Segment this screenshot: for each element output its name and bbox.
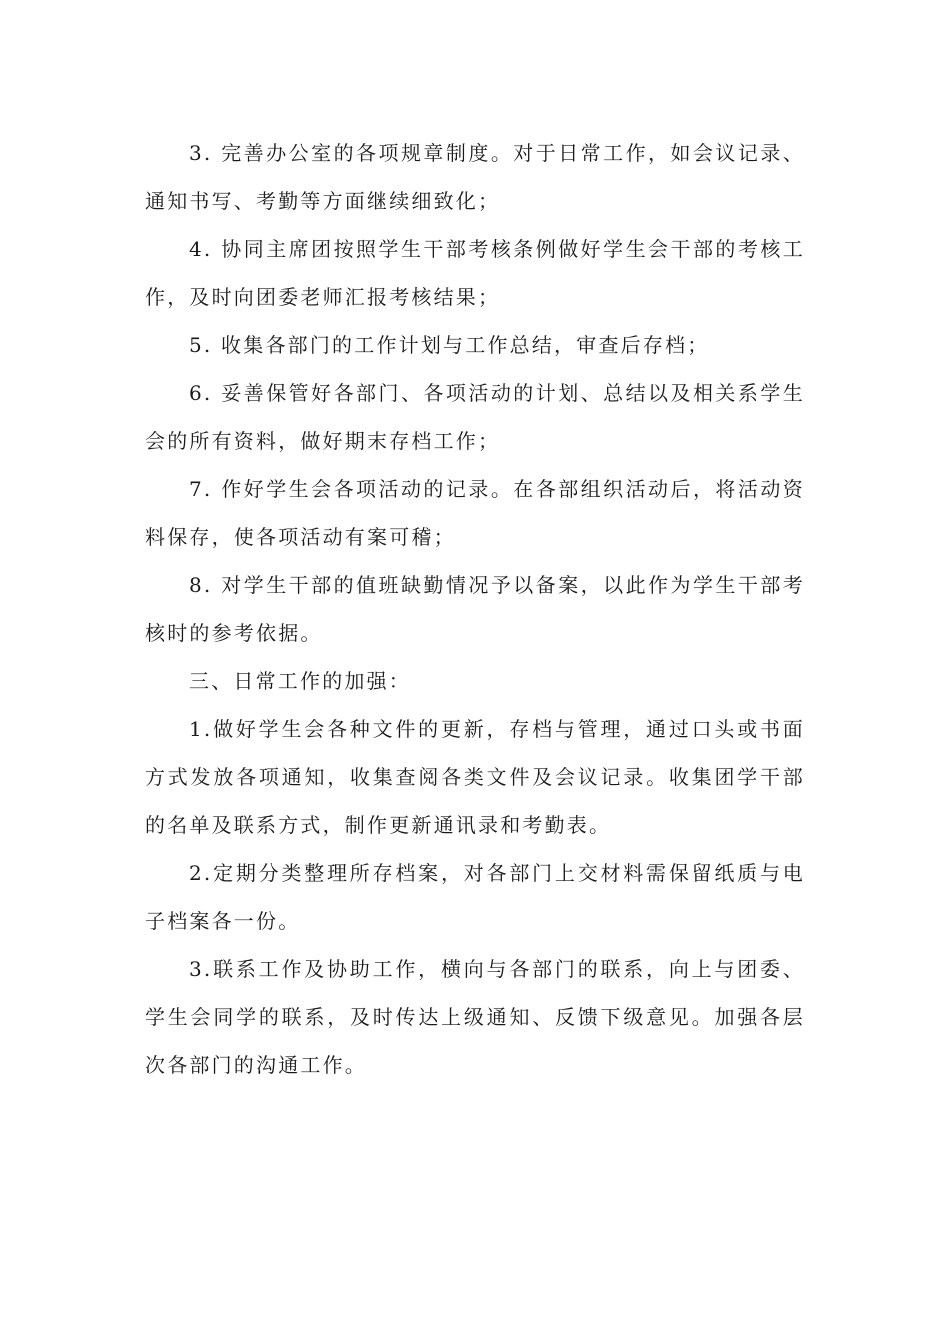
paragraph-item-4: 4. 协同主席团按照学生干部考核条例做好学生会干部的考核工作，及时向团委老师汇报考核结果；: [145, 237, 805, 309]
section-heading: 三、日常工作的加强：: [189, 669, 411, 693]
paragraph-item-8: 8. 对学生干部的值班缺勤情况予以备案，以此作为学生干部考核时的参考依据。: [145, 573, 805, 645]
paragraph-daily-2: 2.定期分类整理所存档案，对各部门上交材料需保留纸质与电子档案各一份。: [145, 861, 805, 933]
document-body: [145, 129, 805, 1089]
paragraph-daily-1: 1.做好学生会各种文件的更新，存档与管理，通过口头或书面方式发放各项通知，收集查阅各类文件及会议记录。收集团学干部的名单及联系方式，制作更新通讯录和考勤表。: [145, 717, 805, 837]
paragraph-item-3: 3. 完善办公室的各项规章制度。对于日常工作，如会议记录、通知书写、考勤等方面继续细致化；: [145, 141, 805, 213]
paragraph-item-5: 5. 收集各部门的工作计划与工作总结，审查后存档；: [189, 333, 710, 357]
paragraph-item-7: 7. 作好学生会各项活动的记录。在各部组织活动后，将活动资料保存，使各项活动有案可稽；: [145, 477, 805, 549]
paragraph-item-6: 6. 妥善保管好各部门、各项活动的计划、总结以及相关系学生会的所有资料，做好期末存档工作；: [145, 381, 805, 453]
paragraph-daily-3: 3.联系工作及协助工作，横向与各部门的联系，向上与团委、学生会同学的联系，及时传达上级通知、反馈下级意见。加强各层次各部门的沟通工作。: [145, 957, 805, 1077]
